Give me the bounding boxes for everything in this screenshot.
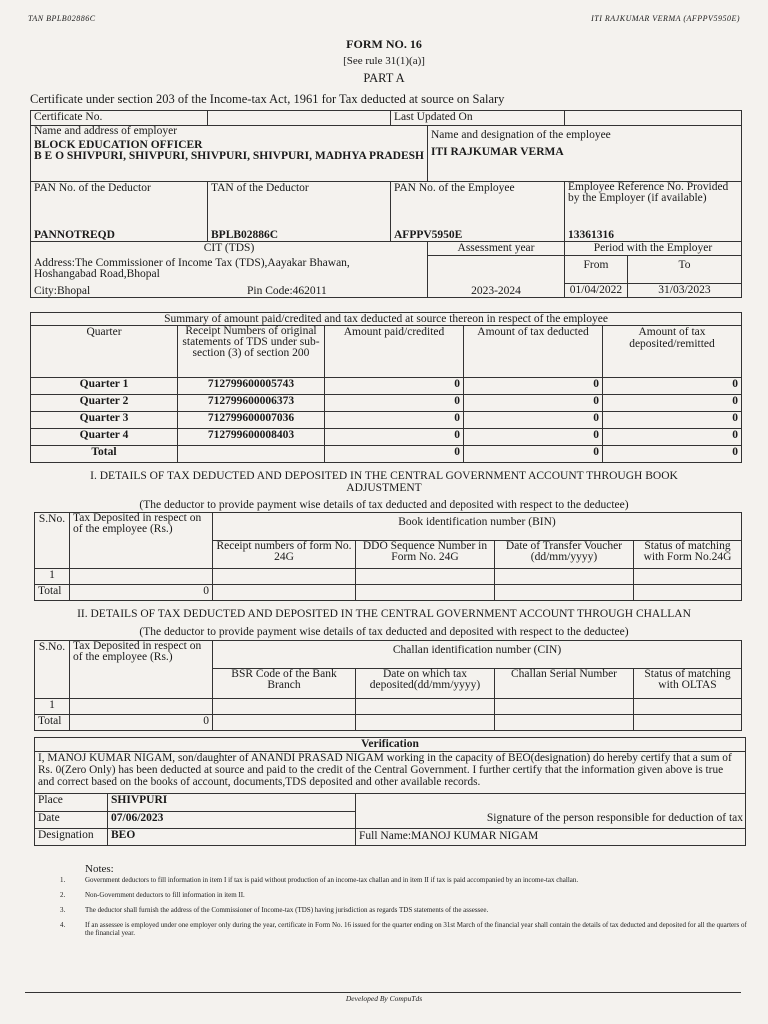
amount-deducted: 0 (464, 378, 603, 395)
place-value: SHIVPURI (108, 794, 356, 811)
book-table (34, 512, 742, 601)
book-sno: S.No. (35, 513, 70, 569)
footer-developed: Developed By CompuTds (345, 994, 423, 1003)
book-tax-col: Tax Deposited in respect on of the employee (Rs.) (70, 513, 213, 569)
total-deducted: 0 (464, 446, 603, 463)
challan-total-value: 0 (70, 715, 213, 731)
cit-address: Address:The Commissioner of Income Tax (TDS),Aayakar Bhawan, Hoshangabad Road,Bhopal (34, 256, 350, 280)
book-total-label: Total (35, 585, 70, 601)
full-name: Full Name:MANOJ KUMAR NIGAM (359, 830, 539, 842)
pan-employee: AFPPV5950E (394, 229, 463, 241)
note-number: 2. (60, 891, 66, 899)
total-deposited: 0 (603, 446, 742, 463)
challan-c1: BSR Code of the Bank Branch (213, 669, 356, 699)
amount-paid: 0 (325, 412, 464, 429)
verification-heading: Verification (35, 738, 746, 752)
note-number: 4. (60, 921, 66, 929)
note-text: The deductor shall furnish the address of the Commissioner of Income-tax (TDS) having jurisdiction as regards TDS statements of the assessee. (85, 906, 489, 914)
amount-deposited: 0 (603, 395, 742, 412)
designation-label: Designation (35, 828, 108, 845)
date-value: 07/06/2023 (108, 811, 356, 828)
cit-city: City:Bhopal (34, 285, 91, 297)
challan-c2: Date on which tax deposited(dd/mm/yyyy) (356, 669, 495, 699)
pan-deductor: PANNOTREQD (34, 229, 115, 241)
date-label: Date (35, 811, 108, 828)
amount-deducted: 0 (464, 395, 603, 412)
from-label: From (565, 256, 627, 284)
quarter-label: Quarter 2 (31, 395, 178, 412)
period-from: 01/04/2022 (569, 284, 623, 296)
assessment-year: 2023-2024 (428, 256, 565, 298)
note-text: Non-Government deductors to fill information in item II. (85, 891, 245, 899)
col-deposited: Amount of tax deposited/remitted (603, 326, 742, 378)
place-label: Place (35, 794, 108, 811)
emp-ref: 13361316 (568, 229, 614, 241)
total-label: Total (31, 446, 178, 463)
employee-label: Name and designation of the employee (431, 129, 611, 141)
challan-tax-col: Tax Deposited in respect on of the employee (Rs.) (70, 641, 213, 699)
challan-total-label: Total (35, 715, 70, 731)
pan-employee-label: PAN No. of the Employee (394, 182, 515, 194)
last-updated-label: Last Updated On (391, 111, 565, 126)
book-bin: Book identification number (BIN) (213, 513, 742, 541)
employee-name: ITI RAJKUMAR VERMA (431, 146, 564, 158)
verification-text: I, MANOJ KUMAR NIGAM, son/daughter of ANANDI PRASAD NIGAM working in the capacity of BEO(designation) do hereby certify that a sum of Rs. 0(Zero Only) has been deducted at source and paid to the credit of the Central Government. I further certify that the information given above is true and correct based on the books of account, documents,TDS deposited and other available records. (35, 752, 746, 794)
amount-deducted: 0 (464, 412, 603, 429)
form-part: PART A (363, 71, 405, 85)
note-text: If an assessee is employed under one employer only during the year, certificate in Form No. 16 issued for the quarter ending on 31st March of the financial year shall contain the details of tax deducted and deposited for all the quarters of the financial year. (85, 921, 747, 937)
receipt-number: 712799600007036 (178, 412, 325, 429)
notes (60, 862, 750, 940)
pan-deductor-label: PAN No. of the Deductor (34, 182, 151, 194)
book-note: (The deductor to provide payment wise details of tax deducted and deposited with respect to the deductee) (139, 499, 629, 511)
table-row (31, 395, 742, 412)
col-deducted: Amount of tax deducted (464, 326, 603, 378)
amount-deposited: 0 (603, 378, 742, 395)
notes-title: Notes: (85, 863, 114, 875)
employer-address: B E O SHIVPURI, SHIVPURI, SHIVPURI, SHIVPURI, MADHYA PRADESH (34, 150, 424, 162)
total-paid: 0 (325, 446, 464, 463)
challan-table (34, 640, 742, 731)
note-item (60, 876, 750, 884)
summary-heading: Summary of amount paid/credited and tax deducted at source thereon in respect of the employee (31, 313, 742, 326)
challan-sno: S.No. (35, 641, 70, 699)
header-employee: ITI RAJKUMAR VERMA (AFPPV5950E) (591, 14, 740, 23)
book-total-value: 0 (70, 585, 213, 601)
book-row1: 1 (35, 569, 70, 585)
cit-pin: Pin Code:462011 (247, 285, 327, 297)
tan-deductor: BPLB02886C (211, 229, 279, 241)
book-heading: I. DETAILS OF TAX DEDUCTED AND DEPOSITED IN THE CENTRAL GOVERNMENT ACCOUNT THROUGH BOOK ADJUSTMENT (90, 470, 678, 494)
form-number: FORM NO. 16 (346, 37, 422, 51)
col-paid: Amount paid/credited (325, 326, 464, 378)
tan-deductor-label: TAN of the Deductor (211, 182, 309, 194)
challan-row1: 1 (35, 699, 70, 715)
quarter-label: Quarter 3 (31, 412, 178, 429)
header-tan: TAN BPLB02886C (28, 14, 96, 23)
amount-deposited: 0 (603, 412, 742, 429)
table-row (31, 412, 742, 429)
amount-deposited: 0 (603, 429, 742, 446)
amount-paid: 0 (325, 429, 464, 446)
cert-heading: Certificate under section 203 of the Income-tax Act, 1961 for Tax deducted at source on Salary (30, 92, 505, 106)
receipt-number: 712799600006373 (178, 395, 325, 412)
amount-deducted: 0 (464, 429, 603, 446)
note-item (60, 921, 750, 937)
book-c4: Status of matching with Form No.24G (634, 541, 742, 569)
receipt-number: 712799600005743 (178, 378, 325, 395)
challan-heading: II. DETAILS OF TAX DEDUCTED AND DEPOSITED IN THE CENTRAL GOVERNMENT ACCOUNT THROUGH CHALLAN (77, 608, 691, 620)
note-item (60, 891, 750, 899)
book-c3: Date of Transfer Voucher (dd/mm/yyyy) (495, 541, 634, 569)
quarter-label: Quarter 4 (31, 429, 178, 446)
employer-label: Name and address of employer (34, 125, 178, 137)
verification-table (34, 737, 746, 846)
receipt-number: 712799600008403 (178, 429, 325, 446)
summary-table (30, 312, 742, 463)
period-label: Period with the Employer (565, 242, 742, 256)
challan-c3: Challan Serial Number (495, 669, 634, 699)
certificate-table (30, 110, 742, 298)
period-to: 31/03/2023 (658, 284, 711, 296)
designation-value: BEO (108, 828, 356, 845)
emp-ref-label: Employee Reference No. Provided by the Employer (if available) (568, 181, 729, 204)
amount-paid: 0 (325, 378, 464, 395)
table-row (31, 378, 742, 395)
note-text: Government deductors to fill information in item I if tax is paid without production of an income-tax challan and in item II if tax is paid accompanied by an income-tax challan. (85, 876, 579, 884)
col-receipt: Receipt Numbers of original statements of TDS under sub-section (3) of section 200 (178, 326, 325, 378)
form-rule: [See rule 31(1)(a)] (343, 55, 425, 67)
amount-paid: 0 (325, 395, 464, 412)
assessment-label: Assessment year (428, 242, 565, 256)
book-c1: Receipt numbers of form No. 24G (213, 541, 356, 569)
table-row (31, 429, 742, 446)
cit-label: CIT (TDS) (31, 242, 428, 256)
footer-divider (25, 992, 741, 993)
challan-note: (The deductor to provide payment wise details of tax deducted and deposited with respect to the deductee) (139, 626, 629, 638)
total-row (31, 446, 742, 463)
to-label: To (628, 256, 741, 284)
challan-c4: Status of matching with OLTAS (634, 669, 742, 699)
quarter-label: Quarter 1 (31, 378, 178, 395)
employer-name: BLOCK EDUCATION OFFICER (34, 139, 203, 151)
book-c2: DDO Sequence Number in Form No. 24G (356, 541, 495, 569)
note-number: 3. (60, 906, 66, 914)
signature-label: Signature of the person responsible for deduction of tax (486, 812, 743, 824)
col-quarter: Quarter (31, 326, 178, 378)
note-number: 1. (60, 876, 66, 884)
note-item (60, 906, 750, 914)
cert-no-label: Certificate No. (31, 111, 208, 126)
challan-cin: Challan identification number (CIN) (213, 641, 742, 669)
